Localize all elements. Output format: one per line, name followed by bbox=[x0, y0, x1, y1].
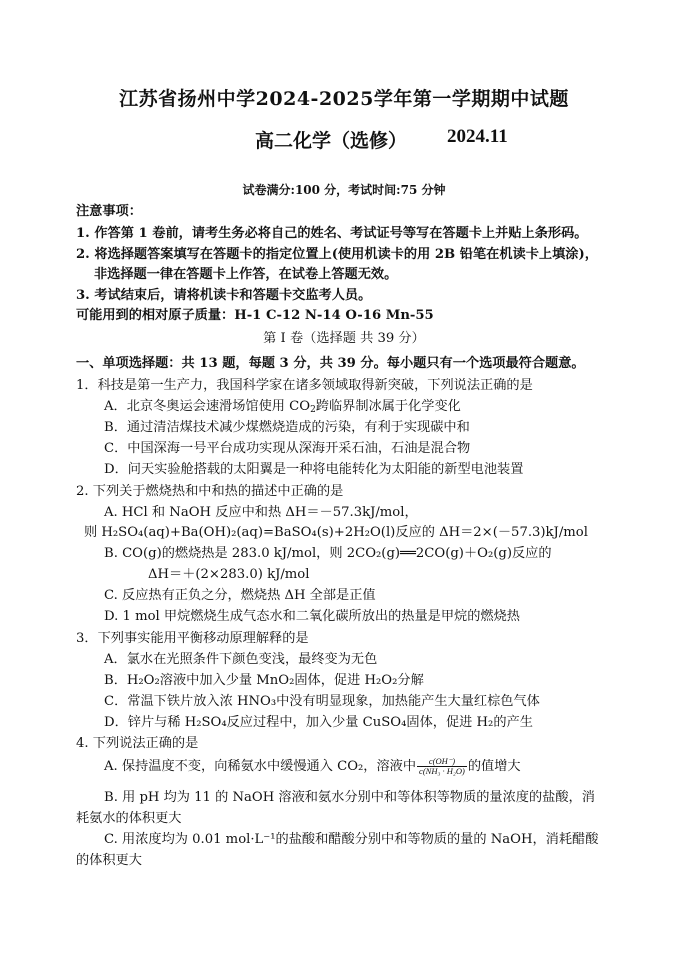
notice-item-3: 3. 考试结束后，请将机读卡和答题卡交监考人员。 bbox=[76, 288, 372, 303]
q4-option-b-line1: B. 用 pH 均为 11 的 NaOH 溶液和氨水分别中和等体积等物质的量浓度的盐酸，消 bbox=[104, 790, 595, 805]
section-instruction: 一、单项选择题：共 13 题，每题 3 分，共 39 分。每小题只有一个选项最符合题意。 bbox=[76, 356, 585, 371]
q2-option-a-line2: 则 H₂SO₄(aq)+Ba(OH)₂(aq)=BaSO₄(s)+2H₂O(l)反应的 ΔH＝2×(－57.3)kJ/mol bbox=[84, 525, 588, 540]
notice-item-2-cont: 非选择题一律在答题卡上作答，在试卷上答题无效。 bbox=[94, 267, 398, 282]
q4-option-a-pre: A. 保持温度不变，向稀氨水中缓慢通入 CO₂，溶液中 bbox=[104, 759, 417, 774]
notice-item-1: 1. 作答第 1 卷前，请考生务必将自己的姓名、考试证号等写在答题卡上并贴上条形码。 bbox=[76, 226, 588, 241]
q3-option-c: C．常温下铁片放入浓 HNO₃中没有明显现象，加热能产生大量红棕色气体 bbox=[104, 694, 540, 709]
exam-meta: 试卷满分:100 分，考试时间:75 分钟 bbox=[242, 183, 446, 197]
q3-option-b: B．H₂O₂溶液中加入少量 MnO₂固体，促进 H₂O₂分解 bbox=[104, 673, 424, 688]
q3-option-a: A．氯水在光照条件下颜色变浅，最终变为无色 bbox=[104, 652, 378, 667]
section-header: 第 I 卷（选择题 共 39 分） bbox=[263, 331, 425, 346]
q4-fraction-denominator: c(NH₃ · H₂O) bbox=[419, 766, 465, 776]
q2-option-d: D. 1 mol 甲烷燃烧生成气态水和二氧化碳所放出的热量是甲烷的燃烧热 bbox=[104, 609, 520, 624]
q4-fraction bbox=[417, 757, 467, 776]
q1-option-a-text-1: A．北京冬奥运会速滑场馆使用 CO bbox=[104, 399, 311, 414]
q4-option-c-line1: C. 用浓度均为 0.01 mol·L⁻¹的盐酸和醋酸分别中和等物质的量的 NaOH，消耗醋酸 bbox=[104, 832, 599, 847]
q4-option-b-line2: 耗氨水的体积更大 bbox=[76, 811, 182, 826]
atomic-mass-line: 可能用到的相对原子质量：H-1 C-12 N-14 O-16 Mn-55 bbox=[76, 308, 434, 323]
q1-option-c: C．中国深海一号平台成功实现从深海开采石油，石油是混合物 bbox=[104, 441, 471, 456]
q4-option-c-line2: 的体积更大 bbox=[76, 853, 142, 868]
q1-option-d: D．问天实验舱搭载的太阳翼是一种将电能转化为太阳能的新型电池装置 bbox=[104, 462, 524, 477]
q1-option-b: B．通过清洁煤技术减少煤燃烧造成的污染，有利于实现碳中和 bbox=[104, 420, 470, 435]
q4-fraction-numerator: c(OH⁻) bbox=[417, 757, 467, 767]
exam-date: 2024.11 bbox=[447, 126, 508, 147]
q1-option-a: A．北京冬奥运会速滑场馆使用 $CO_2$跨临界制冰属于化学变化 bbox=[104, 399, 461, 415]
q4-stem: 4. 下列说法正确的是 bbox=[76, 736, 199, 751]
q2-option-c: C. 反应热有正负之分，燃烧热 ΔH 全部是正值 bbox=[104, 588, 376, 603]
q2-option-b-line1: B. CO(g)的燃烧热是 283.0 kJ/mol，则 2CO₂(g)══2CO(g)＋O₂(g)反应的 bbox=[104, 546, 552, 561]
q2-stem: 2. 下列关于燃烧热和中和热的描述中正确的是 bbox=[76, 484, 344, 499]
exam-title: 江苏省扬州中学2024-2025学年第一学期期中试题 bbox=[119, 88, 569, 110]
notice-item-2: 2. 将选择题答案填写在答题卡的指定位置上(使用机读卡的用 2B 铅笔在机读卡上填涂)， bbox=[76, 247, 598, 262]
q1-option-a-text-2: 跨临界制冰属于化学变化 bbox=[315, 399, 461, 414]
q4-option-a bbox=[104, 757, 521, 776]
q4-option-a-post: 的值增大 bbox=[467, 759, 521, 774]
q1-stem: 1．科技是第一生产力，我国科学家在诸多领域取得新突破，下列说法正确的是 bbox=[76, 378, 533, 393]
q2-option-b-line2: ΔH＝＋(2×283.0) kJ/mol bbox=[148, 567, 310, 582]
q3-option-d: D．锌片与稀 H₂SO₄反应过程中，加入少量 CuSO₄固体，促进 H₂的产生 bbox=[104, 715, 533, 730]
q2-option-a-line1: A. HCl 和 NaOH 反应中和热 ΔH＝－57.3kJ/mol， bbox=[104, 505, 418, 520]
notice-heading: 注意事项： bbox=[76, 204, 142, 219]
q3-stem: 3．下列事实能用平衡移动原理解释的是 bbox=[76, 631, 309, 646]
exam-subtitle: 高二化学（选修） bbox=[255, 130, 408, 152]
